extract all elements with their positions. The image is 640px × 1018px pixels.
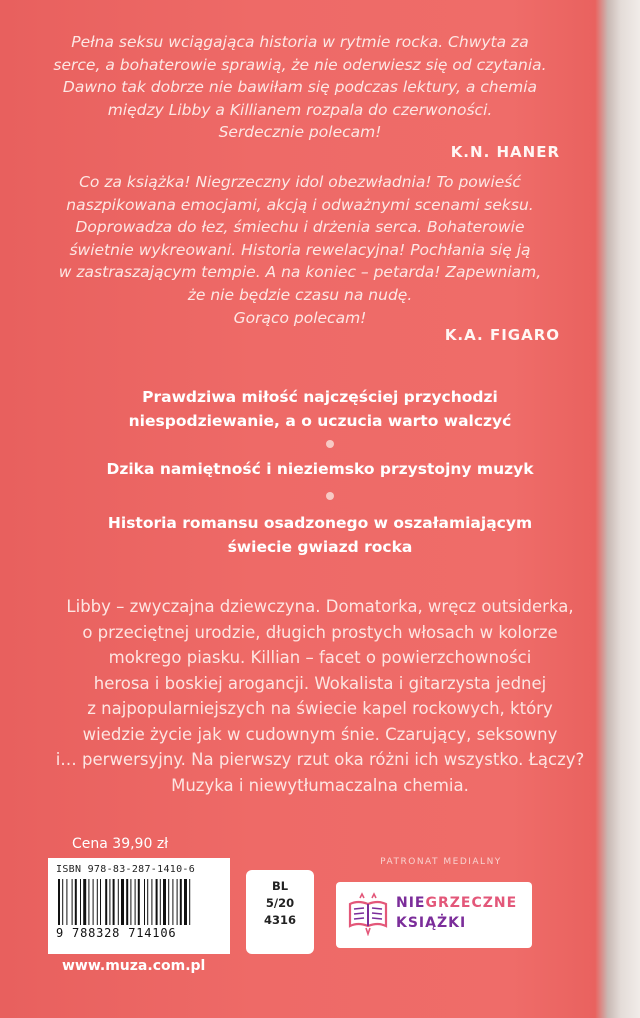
price-label: Cena 39,90 zł: [72, 836, 169, 852]
bullet-dot: [326, 440, 334, 448]
highlight-line: niespodziewanie, a o uczucia warto walczyć: [128, 412, 512, 430]
review-line: Dawno tak dobrze nie bawiłam się podczas lektury, a chemia: [62, 78, 538, 97]
code-line: 4316: [263, 913, 296, 927]
review-line: Co za książka! Niegrzeczny idol obezwładnia! To powieść: [79, 173, 521, 191]
barcode-digits: 9 788328 714106: [56, 926, 177, 940]
patron-logo-suffix: GRZECZNE: [425, 895, 518, 911]
description-line: o przeciętnej urodzie, długich prostych włosach w kolorze: [82, 622, 558, 642]
review-line: Serdecznie polecam!: [218, 123, 382, 142]
review-line: Pełna seksu wciągająca historia w rytmie rocka. Chwyta za: [71, 33, 529, 51]
barcode-box: [48, 858, 230, 954]
description-line: herosa i boskiej arogancji. Wokalista i gitarzysta jednej: [93, 673, 547, 693]
publisher-website-link[interactable]: www.muza.com.pl: [62, 958, 206, 974]
review-line: że nie będzie czasu na nudę.: [187, 285, 413, 304]
patron-logo-title: [396, 895, 517, 911]
highlight-line: Prawdziwa miłość najczęściej przychodzi: [142, 388, 498, 406]
patron-logo-box: [336, 882, 532, 948]
book-description: [30, 594, 610, 798]
review-quote-1: [40, 31, 560, 144]
review-line: świetnie wykreowani. Historia rewelacyjna! Pochłania się ją: [69, 240, 531, 259]
highlight-2: [40, 457, 600, 481]
review-line: Gorąco polecam!: [233, 308, 367, 327]
patron-logo-prefix: NIE: [396, 895, 426, 911]
code-line: 5/20: [265, 896, 295, 910]
description-line: z najpopularniejszych na świecie kapel rockowych, który: [87, 699, 553, 718]
highlight-1: [40, 385, 600, 433]
bullet-dot: [326, 492, 334, 500]
barcode-icon: [56, 879, 222, 925]
highlight-3: [40, 511, 600, 559]
internal-code-box: [246, 870, 314, 954]
highlight-line: Dzika namiętność i nieziemsko przystojny muzyk: [106, 460, 534, 478]
review-line: naszpikowana emocjami, akcją i odważnymi scenami seksu.: [66, 195, 534, 214]
review-author-2: K.A. FIGARO: [444, 326, 560, 344]
description-line: i… perwersyjny. Na pierwszy rzut oka różni ich wszystko. Łączy?: [55, 750, 585, 769]
review-line: między Libby a Killianem rozpala do czerwoności.: [107, 100, 493, 119]
review-line: Doprowadza do łez, śmiechu i drżenia serca. Bohaterowie: [75, 218, 525, 237]
code-line: BL: [271, 879, 289, 893]
description-line: Muzyka i niewytłumaczalna chemia.: [171, 775, 469, 795]
patron-logo-subtitle: KSIĄŻKI: [396, 915, 467, 931]
description-line: mokrego piasku. Killian – facet o powierzchowności: [108, 648, 532, 667]
highlight-line: Historia romansu osadzonego w oszałamiającym: [107, 514, 533, 532]
description-line: wiedzie życie jak w cudownym śnie. Czarujący, seksowny: [82, 724, 558, 744]
description-line: Libby – zwyczajna dziewczyna. Domatorka, wręcz outsiderka,: [66, 597, 574, 616]
open-book-icon: [346, 892, 390, 936]
review-quote-2: [40, 171, 560, 329]
review-line: serce, a bohaterowie sprawią, że nie oderwiesz się od czytania.: [53, 55, 547, 74]
patronat-label: PATRONAT MEDIALNY: [380, 857, 502, 867]
review-line: w zastraszającym tempie. A na koniec – petarda! Zapewniam,: [58, 263, 542, 282]
review-author-1: K.N. HANER: [450, 143, 560, 161]
isbn-text: ISBN 978-83-287-1410-6: [56, 864, 196, 875]
highlight-line: świecie gwiazd rocka: [227, 538, 413, 556]
